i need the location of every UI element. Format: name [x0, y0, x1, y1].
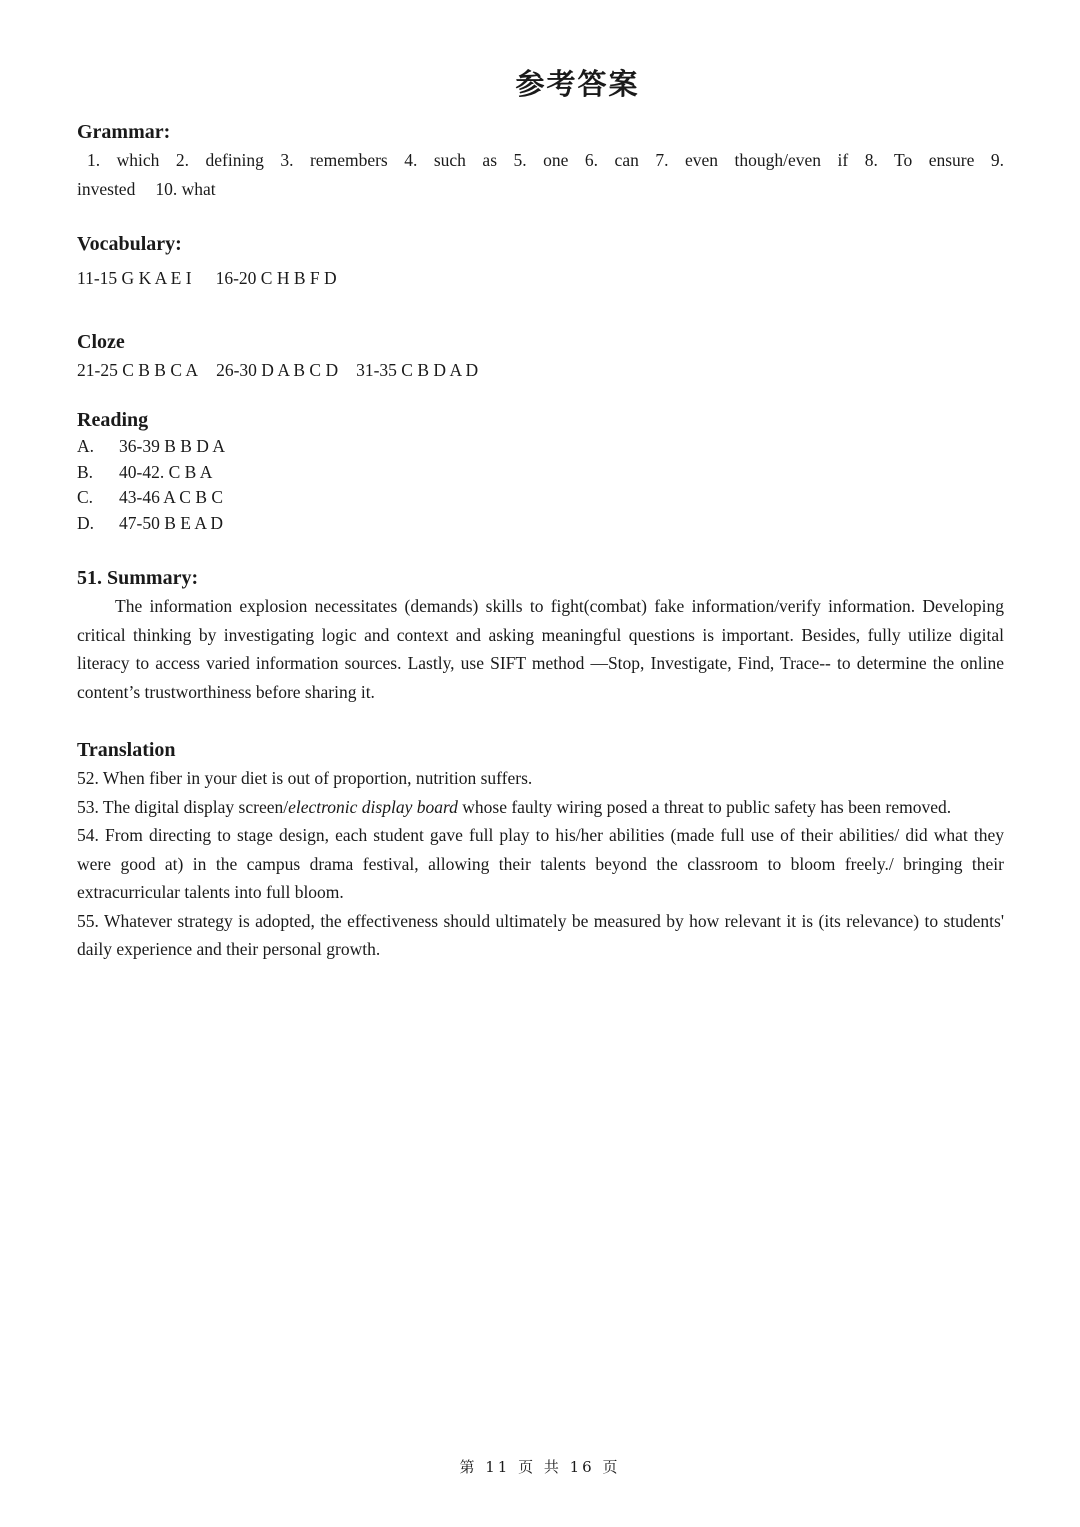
summary-text: The information explosion necessitates (demands) skills to fight(combat) fake information/verify information. Developing critical thinking by investigating logic and context and asking meaningful questions is important. Besides, fully utilize digital literacy to access varied information sources. Lastly, use SIFT method —Stop, Investigate, Find, Trace-- to determine the online content’s trustworthiness before sharing it. [77, 596, 1004, 702]
grammar-answers-line1 [77, 146, 1004, 175]
translation-53-start: 53. The digital display screen/ [77, 796, 289, 817]
grammar-answer: 5. one [513, 150, 569, 170]
cloze-answers [77, 356, 1004, 385]
translation-54: 54. From directing to stage design, each student gave full play to his/her abilities (made full use of their abilities/ did what they were good at) in the campus drama festival, allowing their talents beyond the classroom to bloom freely./ bringing their extracurricular talents into full bloom. [77, 825, 1004, 902]
grammar-heading: Grammar: [77, 121, 171, 143]
page-title: 参考答案 [515, 67, 640, 101]
grammar-section [77, 118, 1004, 203]
grammar-answer: invested [77, 178, 136, 199]
grammar-answer: 1. which [87, 150, 160, 170]
translation-53 [77, 793, 1004, 822]
reading-heading: Reading [77, 409, 149, 431]
reading-row [77, 485, 1004, 511]
reading-answers: 43-46 A C B C [119, 487, 224, 507]
summary-section [77, 564, 1004, 706]
translation-section [77, 736, 1004, 964]
page-footer: 第 11 页 共 16 页 [459, 1458, 621, 1476]
grammar-answer: 10. what [155, 178, 216, 199]
vocabulary-heading: Vocabulary: [77, 233, 182, 255]
translation-heading: Translation [77, 739, 176, 761]
grammar-answer: 7. even though/even if [655, 150, 849, 170]
reading-answers: 36-39 B B D A [119, 436, 225, 456]
grammar-answer: 6. can [584, 150, 639, 170]
reading-answers: 40-42. C B A [119, 461, 213, 482]
cloze-group: 31-35 C B D A D [356, 359, 479, 380]
cloze-section [77, 328, 1004, 385]
reading-row [77, 511, 1004, 537]
vocabulary-group: 16-20 C H B F D [215, 268, 337, 288]
reading-section [77, 406, 1004, 536]
grammar-answers-line2 [77, 175, 1004, 204]
reading-letter: B. [77, 461, 94, 482]
grammar-answer: 2. defining [175, 150, 264, 170]
reading-letter: D. [77, 512, 95, 533]
cloze-heading: Cloze [77, 330, 125, 353]
cloze-group: 26-30 D A B C D [216, 359, 339, 380]
vocabulary-answers [77, 264, 1004, 293]
reading-letter: C. [77, 487, 94, 507]
translation-52: 52. When fiber in your diet is out of proportion, nutrition suffers. [77, 768, 533, 788]
grammar-answer: 8. To ensure [864, 150, 975, 170]
reading-row [77, 434, 1004, 460]
cloze-group: 21-25 C B B C A [77, 359, 199, 380]
answer-content [77, 118, 1004, 964]
reading-answers: 47-50 B E A D [119, 512, 224, 533]
grammar-answer: 3. remembers [280, 150, 388, 170]
grammar-answer: 4. such as [404, 150, 498, 170]
translation-53-end: whose faulty wiring posed a threat to public safety has been removed. [457, 796, 952, 817]
translation-53-italic: electronic display board [288, 796, 458, 817]
summary-heading: 51. Summary: [77, 567, 199, 589]
grammar-answer: 9. [990, 150, 1005, 170]
reading-row [77, 460, 1004, 486]
reading-letter: A. [77, 436, 95, 456]
translation-55: 55. Whatever strategy is adopted, the effectiveness should ultimately be measured by how relevant it is (its relevance) to students' daily experience and their personal growth. [77, 910, 1004, 959]
vocabulary-group: 11-15 G K A E I [77, 268, 192, 288]
vocabulary-section [77, 230, 1004, 293]
